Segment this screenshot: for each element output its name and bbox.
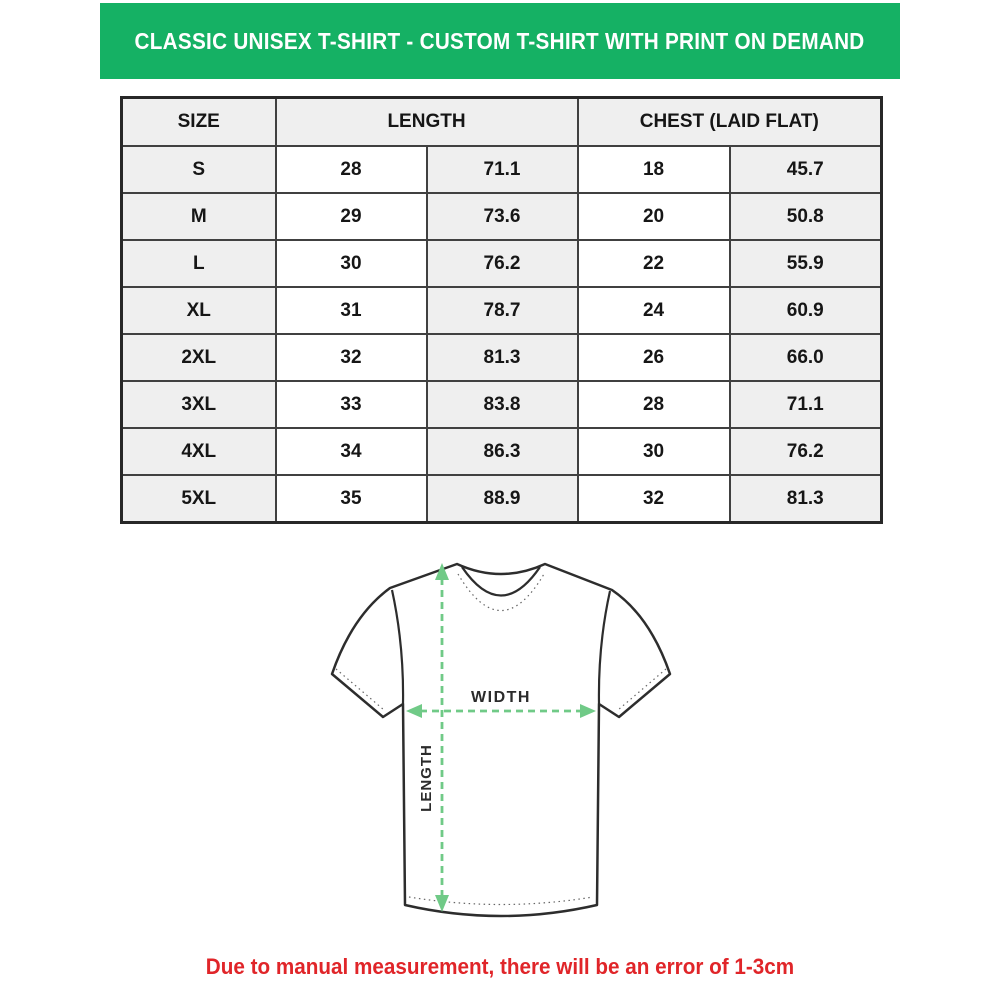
- size-column-header: SIZE: [122, 98, 276, 147]
- length-in-cell: 32: [276, 334, 427, 381]
- chest-cm-cell: 60.9: [730, 287, 882, 334]
- chest-cm-cell: 76.2: [730, 428, 882, 475]
- table-row: [122, 381, 882, 428]
- length-in-cell: 33: [276, 381, 427, 428]
- size-cell: XL: [122, 287, 276, 334]
- disclaimer-text: Due to manual measurement, there will be an error of 1-3cm: [205, 954, 795, 979]
- size-cell: 3XL: [122, 381, 276, 428]
- length-in-cell: 35: [276, 475, 427, 523]
- size-cell: 4XL: [122, 428, 276, 475]
- table-row: [122, 475, 882, 523]
- length-column-header: LENGTH: [276, 98, 578, 147]
- table-row: [122, 240, 882, 287]
- length-cm-cell: 78.7: [427, 287, 578, 334]
- chest-cm-cell: 50.8: [730, 193, 882, 240]
- chest-cm-cell: 45.7: [730, 146, 882, 193]
- chest-in-cell: 18: [578, 146, 730, 193]
- length-in-cell: 31: [276, 287, 427, 334]
- chest-cm-cell: 55.9: [730, 240, 882, 287]
- length-label: LENGTH: [418, 744, 435, 812]
- chest-in-cell: 26: [578, 334, 730, 381]
- tshirt-measurement-diagram: [318, 550, 684, 932]
- table-row: [122, 334, 882, 381]
- table-row: [122, 428, 882, 475]
- table-row: [122, 287, 882, 334]
- measurement-disclaimer: [0, 954, 1000, 980]
- size-cell: 5XL: [122, 475, 276, 523]
- length-in-cell: 29: [276, 193, 427, 240]
- title-banner: [100, 3, 900, 79]
- length-cm-cell: 86.3: [427, 428, 578, 475]
- page-title: CLASSIC UNISEX T-SHIRT - CUSTOM T-SHIRT WITH PRINT ON DEMAND: [135, 27, 865, 54]
- table-row: [122, 146, 882, 193]
- size-cell: M: [122, 193, 276, 240]
- length-cm-cell: 81.3: [427, 334, 578, 381]
- size-cell: L: [122, 240, 276, 287]
- chest-cm-cell: 66.0: [730, 334, 882, 381]
- length-in-cell: 34: [276, 428, 427, 475]
- length-cm-cell: 73.6: [427, 193, 578, 240]
- chest-cm-cell: 71.1: [730, 381, 882, 428]
- length-in-cell: 28: [276, 146, 427, 193]
- table-row: [122, 193, 882, 240]
- chest-in-cell: 20: [578, 193, 730, 240]
- tshirt-outline-drawing: [318, 550, 684, 932]
- tshirt-silhouette: [332, 564, 670, 916]
- table-header-row: [122, 98, 882, 147]
- chest-cm-cell: 81.3: [730, 475, 882, 523]
- length-cm-cell: 76.2: [427, 240, 578, 287]
- chest-in-cell: 28: [578, 381, 730, 428]
- length-cm-cell: 88.9: [427, 475, 578, 523]
- length-cm-cell: 71.1: [427, 146, 578, 193]
- chest-column-header: CHEST (LAID FLAT): [578, 98, 882, 147]
- chest-in-cell: 30: [578, 428, 730, 475]
- chest-in-cell: 32: [578, 475, 730, 523]
- width-label: WIDTH: [471, 689, 531, 706]
- length-cm-cell: 83.8: [427, 381, 578, 428]
- size-chart-section: [120, 96, 883, 524]
- size-cell: S: [122, 146, 276, 193]
- length-in-cell: 30: [276, 240, 427, 287]
- chest-in-cell: 22: [578, 240, 730, 287]
- chest-in-cell: 24: [578, 287, 730, 334]
- size-chart-table: [120, 96, 883, 524]
- size-cell: 2XL: [122, 334, 276, 381]
